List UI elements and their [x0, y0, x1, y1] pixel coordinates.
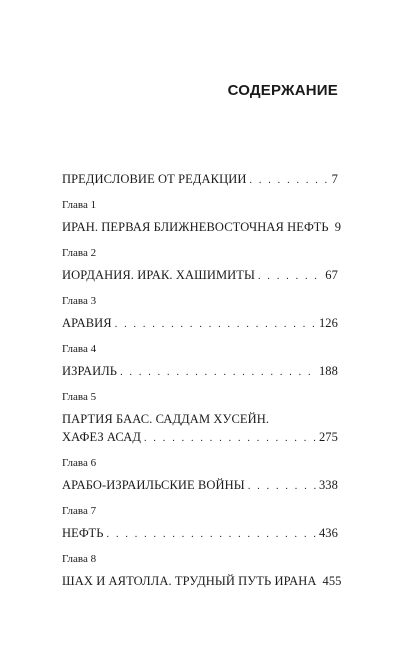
dot-leader [258, 268, 322, 286]
toc-entry-preface [62, 170, 338, 190]
chapter-label: Глава 1 [62, 199, 97, 211]
toc-heading: СОДЕРЖАНИЕ [227, 82, 338, 99]
toc-entry-page: 338 [318, 478, 338, 492]
toc-entry-title: ХАФЕЗ АСАД [62, 430, 141, 444]
toc-leader-row [62, 314, 338, 334]
toc-leader-row [62, 524, 338, 544]
toc-leader-row [62, 218, 342, 238]
toc-entry-title: ИЗРАИЛЬ [62, 364, 118, 378]
dot-leader [120, 364, 316, 382]
toc-entry-title: АРАБО-ИЗРАИЛЬСКИЕ ВОЙНЫ [62, 478, 245, 492]
toc-entry-title: ПРЕДИСЛОВИЕ ОТ РЕДАКЦИИ [62, 172, 247, 186]
toc-entry-chapter-2 [62, 246, 338, 286]
chapter-label: Глава 2 [62, 247, 97, 259]
toc-entry-title: АРАВИЯ [62, 316, 112, 330]
toc-entry-page: 188 [318, 364, 338, 378]
toc-entry-page: 9 [334, 220, 342, 234]
toc-entry-title-line: ПАРТИЯ БААС. САДДАМ ХУСЕЙН. [62, 412, 270, 426]
chapter-label: Глава 3 [62, 295, 97, 307]
toc-leader-row [62, 476, 338, 496]
dot-leader [144, 430, 316, 448]
toc-leader-row [62, 266, 338, 286]
toc-entry-chapter-8 [62, 552, 342, 592]
dot-leader [115, 316, 316, 334]
dot-leader [248, 478, 316, 496]
toc-entry-chapter-7 [62, 504, 338, 544]
toc-entry-chapter-3 [62, 294, 338, 334]
toc-entry-page: 7 [331, 172, 338, 186]
chapter-label: Глава 4 [62, 343, 97, 355]
chapter-label: Глава 7 [62, 505, 97, 517]
toc-entry-page: 67 [325, 268, 338, 282]
dot-leader [107, 526, 316, 544]
table-of-contents [62, 170, 342, 600]
toc-entry-page: 126 [318, 316, 338, 330]
toc-entry-title: ИРАН. ПЕРВАЯ БЛИЖНЕВОСТОЧНАЯ НЕФТЬ [62, 220, 329, 234]
toc-entry-chapter-6 [62, 456, 338, 496]
toc-entry-page: 275 [318, 430, 338, 444]
toc-leader-row [62, 428, 338, 448]
chapter-label: Глава 5 [62, 391, 97, 403]
toc-leader-row [62, 362, 338, 382]
chapter-label: Глава 8 [62, 553, 97, 565]
dot-leader [249, 172, 328, 190]
toc-entry-chapter-1 [62, 198, 342, 238]
toc-entry-chapter-5 [62, 390, 338, 448]
toc-entry-title: ИОРДАНИЯ. ИРАК. ХАШИМИТЫ [62, 268, 256, 282]
toc-leader-row [62, 572, 342, 592]
toc-leader-row [62, 170, 338, 190]
toc-entry-page: 455 [322, 574, 342, 588]
toc-entry-title: НЕФТЬ [62, 526, 104, 540]
toc-entry-chapter-4 [62, 342, 338, 382]
toc-entry-title: ШАХ И АЯТОЛЛА. ТРУДНЫЙ ПУТЬ ИРАНА [62, 574, 317, 588]
chapter-label: Глава 6 [62, 457, 97, 469]
toc-entry-page: 436 [318, 526, 338, 540]
